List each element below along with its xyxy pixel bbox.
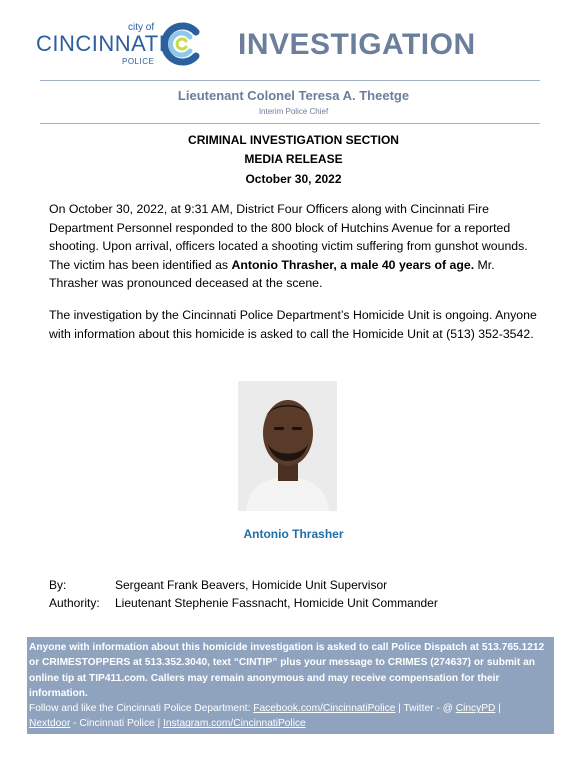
social-links — [29, 701, 552, 732]
nextdoor-link[interactable]: Nextdoor — [29, 718, 71, 730]
header-divider-bottom — [40, 123, 540, 124]
release-type-heading: MEDIA RELEASE — [244, 152, 343, 166]
chief-name: Lieutenant Colonel Teresa A. Theetge — [177, 88, 410, 103]
authority-value: Lieutenant Stephenie Fassnacht, Homicide Unit Commander — [115, 596, 438, 610]
tip-text: Anyone with information about this homicide investigation is asked to call Police Dispatch at 513.765.1212 or CRIMESTOPPERS at 513.352.3040, text “CINTIP” plus your message to CRIMES (274637) or submit an online tip at TIP411.com. Callers may remain anonymous and may receive compensation for their information. — [29, 642, 545, 699]
incident-paragraph — [49, 200, 547, 293]
cincinnati-c-logo-icon — [156, 20, 204, 68]
authority-label: Authority: — [49, 596, 100, 610]
photo-caption: Antonio Thrasher — [243, 527, 344, 541]
header-divider-top — [40, 80, 540, 81]
by-label: By: — [49, 578, 67, 592]
separator: | — [495, 703, 501, 715]
chief-title: Interim Police Chief — [258, 107, 329, 116]
instagram-link[interactable]: Instagram.com/CincinnatiPolice — [163, 718, 306, 730]
facebook-link[interactable]: Facebook.com/CincinnatiPolice — [253, 703, 396, 715]
tip-footer — [27, 637, 554, 734]
victim-photo — [238, 381, 337, 511]
incident-text-start: On October 30, 2022, at 9:31 AM, District Four Officers along with Cincinnati Fire Department Personnel responded to the 800 block of Hutchins Avenue for a reported shooting. Upon arrival, officers located a shooting victim suffering from gunshot wounds. The victim has been identified as — [49, 202, 528, 272]
investigation-paragraph: The investigation by the Cincinnati Police Department’s Homicide Unit is ongoing. Anyone with information about this homicide is asked to call the Homicide Unit at (513) 352-3542. — [49, 308, 537, 341]
follow-text: Follow and like the Cincinnati Police Department: — [29, 703, 254, 715]
logo-city-of: city of — [128, 22, 155, 33]
section-heading: CRIMINAL INVESTIGATION SECTION — [188, 133, 399, 147]
release-date: October 30, 2022 — [245, 172, 342, 186]
page-title: INVESTIGATION — [238, 28, 476, 61]
logo-police: POLICE — [122, 57, 155, 66]
twitter-link[interactable]: CincyPD — [455, 703, 496, 715]
victim-portrait-image — [238, 381, 337, 511]
incident-text-end: Mr. Thrasher was pronounced deceased at the scene. — [49, 257, 495, 290]
victim-identity: Antonio Thrasher, a male 40 years of age. — [231, 257, 475, 272]
by-value: Sergeant Frank Beavers, Homicide Unit Supervisor — [115, 578, 388, 592]
twitter-separator: | Twitter - @ — [395, 703, 456, 715]
cincinnati-police-logo — [36, 20, 206, 68]
nextdoor-suffix: - Cincinnati Police — [70, 718, 155, 730]
separator-2: | — [154, 718, 164, 730]
logo-name: CINCINNATI — [36, 31, 166, 56]
